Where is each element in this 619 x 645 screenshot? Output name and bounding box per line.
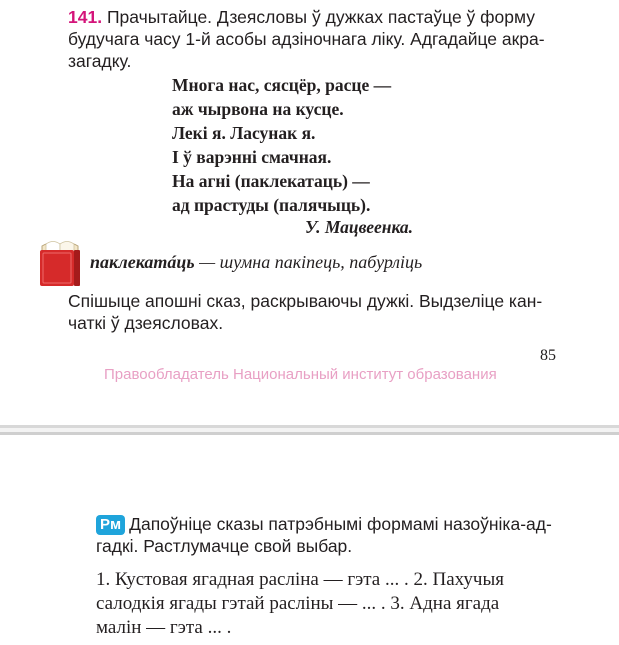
vocabulary-definition: — шумна пакіпець, пабурліць (194, 252, 423, 272)
page-divider (0, 425, 619, 440)
copyright-watermark: Правообладатель Национальный институт образования (104, 366, 497, 383)
page-number: 85 (540, 347, 556, 364)
instruction-line: чаткі ў дзеясловах. (68, 313, 224, 333)
task-rm (96, 513, 588, 557)
poem-line: ад прастуды (палячыць). (172, 195, 371, 215)
task-line: загадку. (68, 51, 132, 71)
poem (172, 73, 391, 217)
task-line: Рм Дапоўніце сказы патрэбнымі формамі назоўніка-ад- (96, 513, 588, 535)
instruction-line: Спішыце апошні сказ, раскрываючы дужкі. Выдзеліце кан- (68, 291, 543, 311)
task-line: гадкі. Растлумачце свой выбар. (96, 536, 353, 556)
poem-line: На агні (паклекатаць) — (172, 171, 370, 191)
instruction (68, 290, 560, 334)
vocabulary-term: паклекатáць (90, 252, 195, 272)
dictionary-book-icon (38, 238, 82, 288)
exercise (96, 568, 588, 640)
poem-author: У. Мацвеенка. (305, 217, 414, 237)
rm-badge: Рм (96, 515, 125, 535)
exercise-line: 1. Кустовая ягадная расліна — гэта ... . 2. Пахучыя (96, 569, 504, 590)
poem-line: Лекі я. Ласунак я. (172, 123, 316, 143)
task-line: 141. Прачытайце. Дзеясловы ў дужках пастаўце ў форму (68, 7, 535, 27)
exercise-line: салодкія ягады гэтай расліны — ... . 3. Адна ягада (96, 593, 500, 614)
exercise-line: малін — гэта ... . (96, 617, 232, 638)
poem-line: аж чырвона на кусце. (172, 99, 344, 119)
textbook-page-86 (0, 440, 619, 645)
poem-line: Многа нас, сясцёр, расце — (172, 75, 392, 95)
task-141 (68, 6, 560, 72)
poem-line: І ў варэнні смачная. (172, 147, 332, 167)
task-number: 141. (68, 7, 103, 27)
vocabulary-note (90, 252, 422, 273)
task-line: будучага часу 1-й асобы адзіночнага ліку. Адгадайце акра- (68, 29, 545, 49)
